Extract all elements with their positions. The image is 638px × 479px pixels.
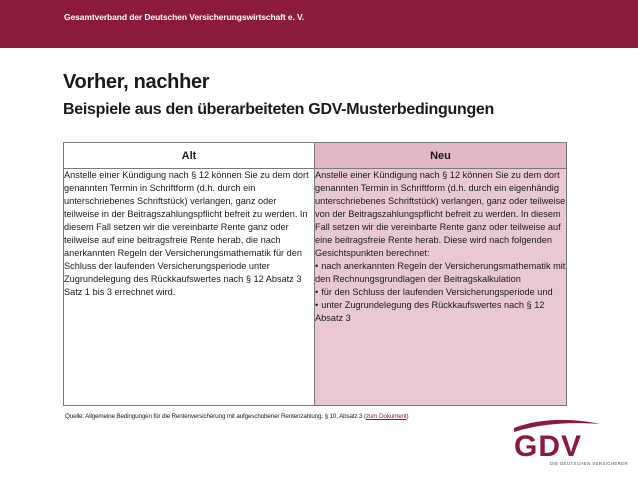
bullet-icon: • bbox=[315, 261, 319, 271]
neu-text: Anstelle einer Kündigung nach § 12 können Sie zu dem dort genannten Termin in Schriftform (d.h. durch ein eigenhändig unterschriebenes Schriftstück) verlangen, ganz oder teilweise von der Beitragszahlungspflicht befreit zu werden. In diesem Fall setzen wir die vereinbarte Rente ganz oder teilweise auf eine beitragsfreie Rente herab. Diese wird nach folgenden Gesichtspunkten berechnet: bbox=[315, 170, 566, 258]
comparison-table bbox=[63, 142, 567, 406]
alt-text: Anstelle einer Kündigung nach § 12 können Sie zu dem dort genannten Termin in Schriftform (d.h. durch ein unterschriebenes Schriftstück) verlangen, ganz oder teilweise in der Beitragszahlungspflicht befreit zu werden. In diesem Fall setzen wir die vereinbarte Rente ganz oder teilweise auf eine beitragsfreie Rente herab, die nach anerkannten Regeln der Versicherungsmathematik für den Schluss der laufenden Versicherungsperiode unter Zugrundelegung des Rückkaufswertes nach § 12 Absatz 3 Satz 1 bis 3 errechnet wird. bbox=[64, 170, 309, 297]
list-item bbox=[315, 286, 566, 299]
organization-name: Gesamtverband der Deutschen Versicherungswirtschaft e. V. bbox=[64, 12, 305, 22]
source-note bbox=[65, 413, 408, 420]
logo-text: GDV bbox=[514, 430, 583, 463]
table-row bbox=[64, 169, 567, 406]
document-link[interactable]: zum Dokument bbox=[365, 413, 407, 420]
bullet-text: für den Schluss der laufenden Versicherungsperiode und bbox=[321, 287, 553, 297]
cell-alt bbox=[64, 169, 315, 406]
cell-neu bbox=[315, 169, 567, 406]
bullet-icon: • bbox=[315, 287, 319, 297]
column-header-neu: Neu bbox=[315, 143, 567, 169]
logo-tagline: DIE DEUTSCHEN VERSICHERER bbox=[550, 461, 629, 466]
page-title: Vorher, nachher bbox=[63, 71, 210, 93]
gdv-logo bbox=[510, 414, 629, 470]
column-header-alt: Alt bbox=[64, 143, 315, 169]
neu-bullet-list bbox=[315, 260, 566, 325]
page-subtitle: Beispiele aus den überarbeiteten GDV-Musterbedingungen bbox=[63, 101, 494, 118]
source-text: Quelle: Allgemeine Bedingungen für die Rentenversicherung mit aufgeschobener Rentenzahlung, § 10, Absatz 3 ( bbox=[65, 413, 366, 420]
table-header-row bbox=[64, 143, 567, 169]
list-item bbox=[315, 260, 566, 286]
list-item bbox=[315, 299, 566, 325]
header-bar bbox=[0, 0, 638, 48]
source-end: ) bbox=[406, 413, 409, 420]
bullet-text: nach anerkannten Regeln der Versicherungsmathematik mit den Rechnungsgrundlagen der Beitragskalkulation bbox=[315, 261, 566, 284]
bullet-icon: • bbox=[315, 300, 319, 310]
bullet-text: unter Zugrundelegung des Rückkaufswertes nach § 12 Absatz 3 bbox=[315, 300, 545, 323]
